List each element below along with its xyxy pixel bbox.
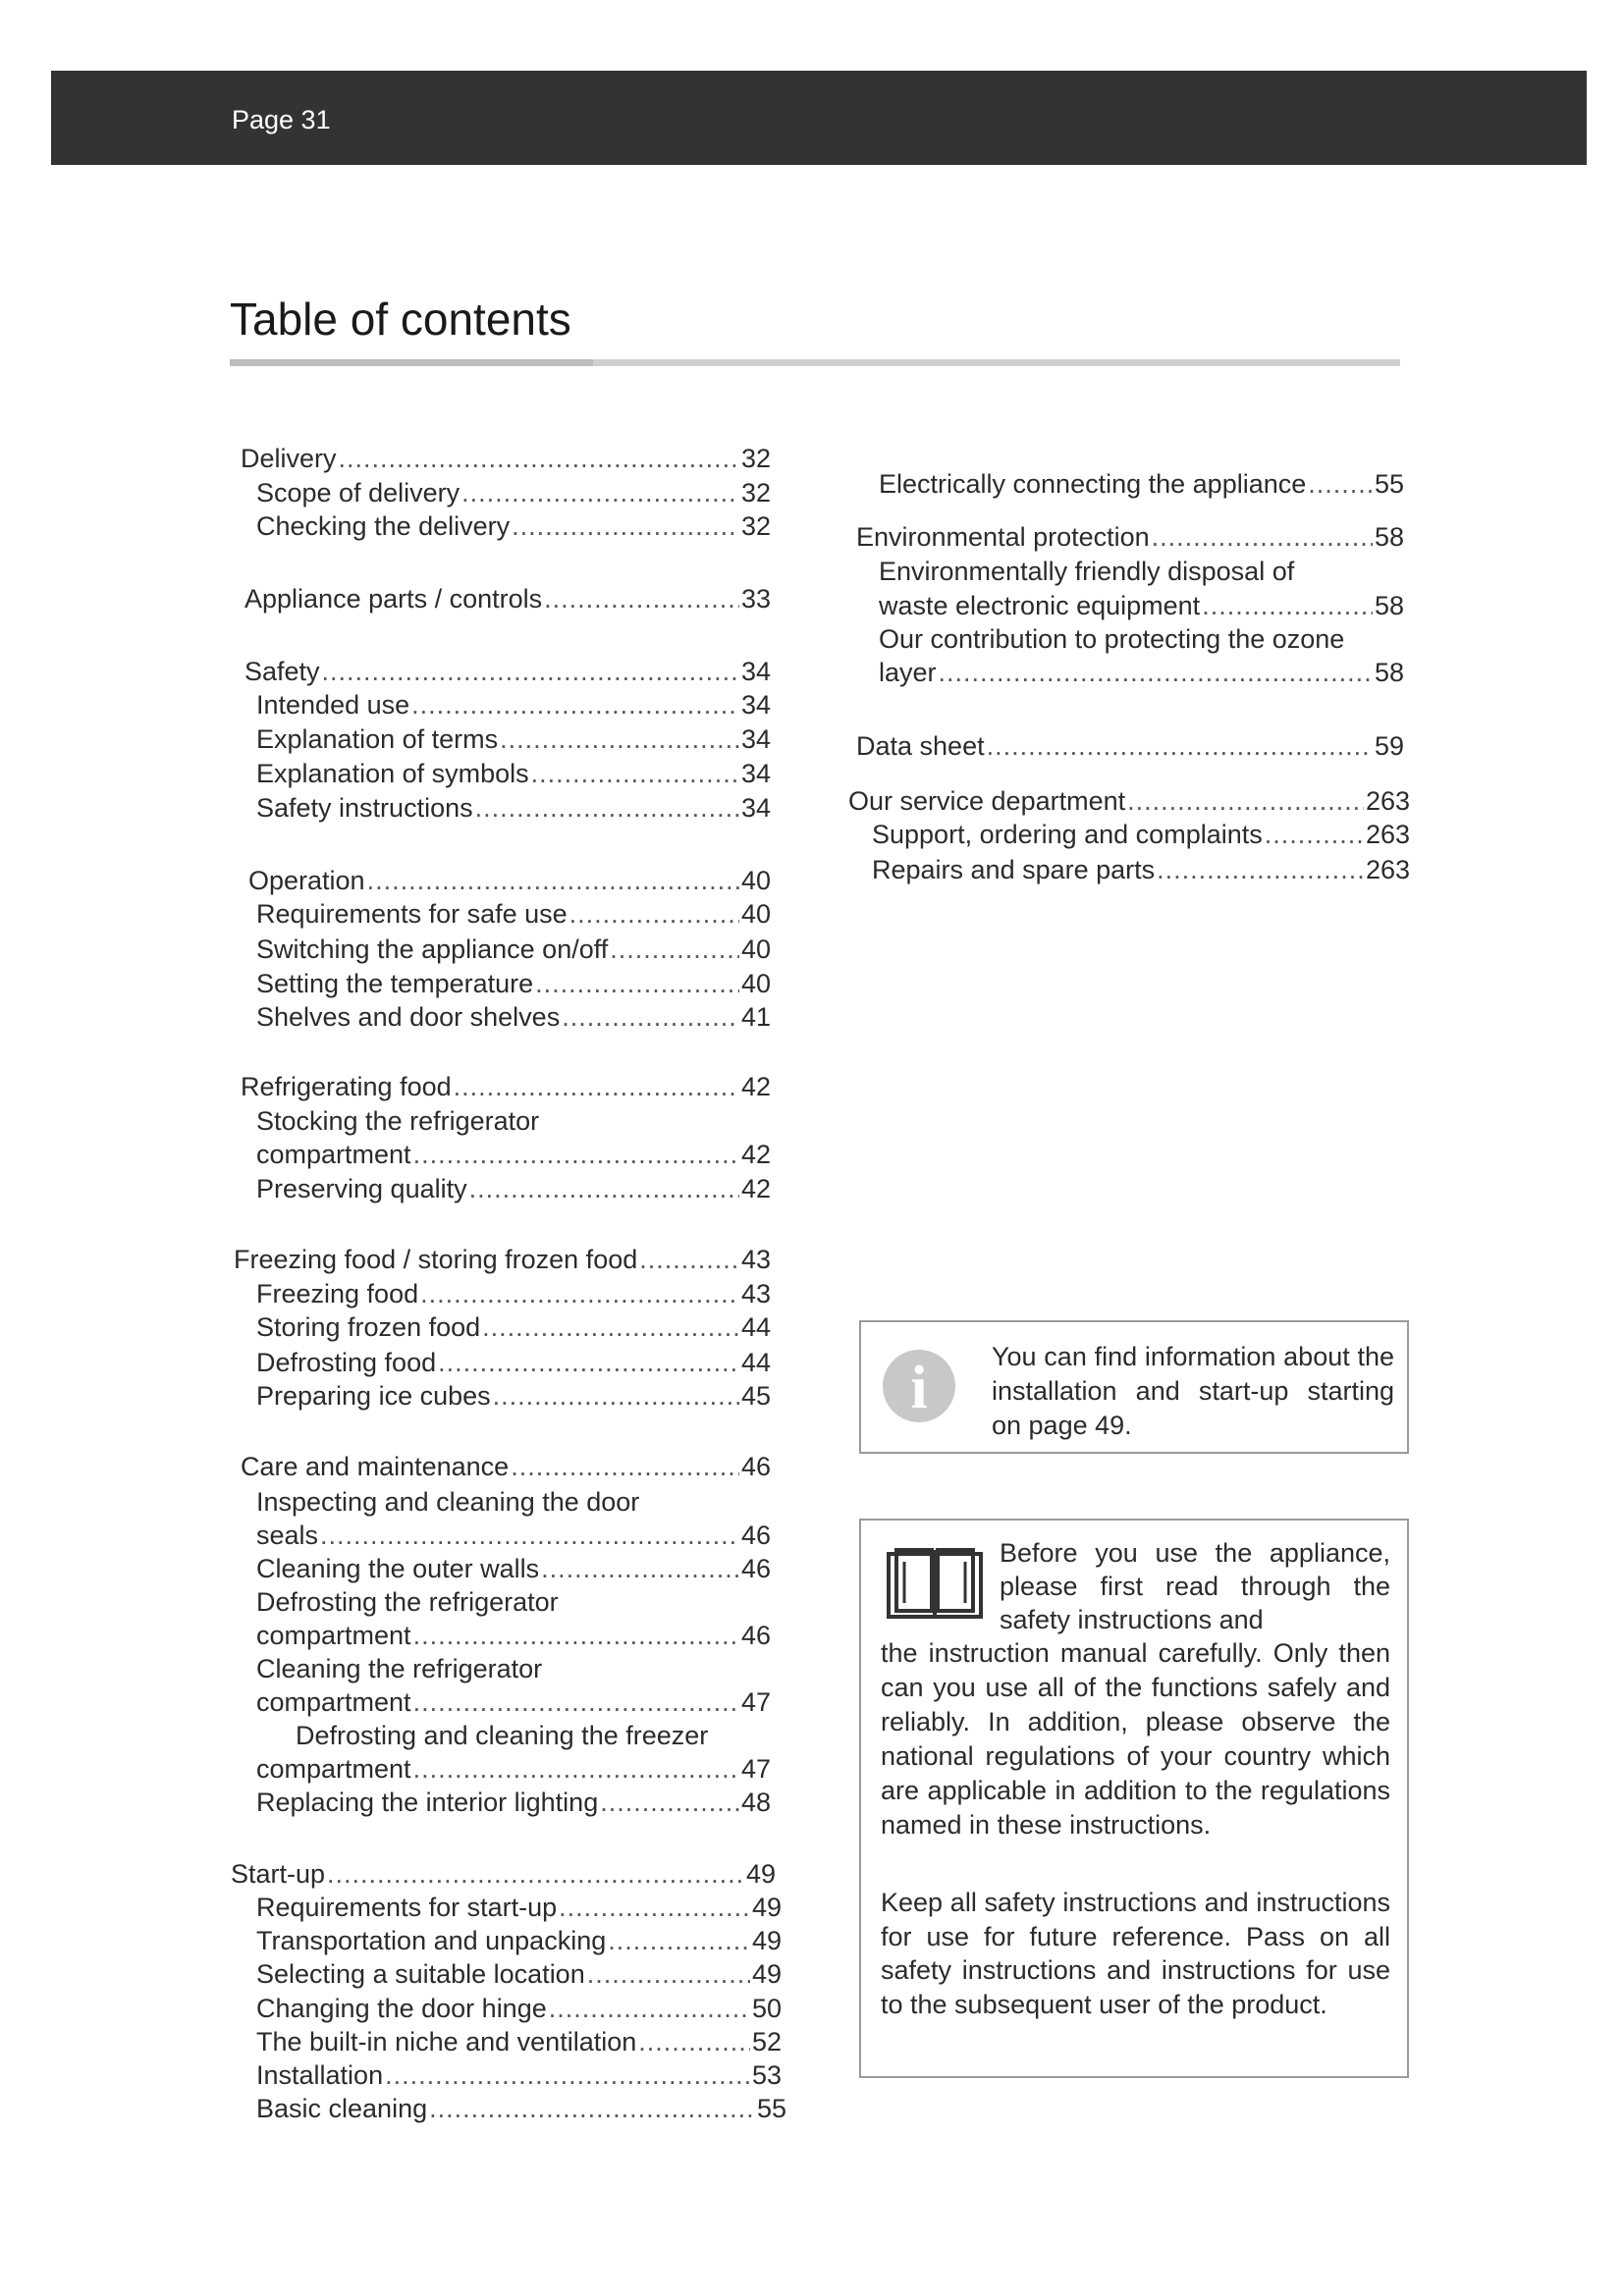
toc-label: Scope of delivery bbox=[256, 478, 460, 507]
toc-entry-location[interactable] bbox=[256, 1957, 782, 1991]
toc-entry-freezer-compartment[interactable] bbox=[256, 1752, 771, 1786]
toc-label: compartment bbox=[256, 1621, 411, 1650]
toc-entry-waste-electronic[interactable] bbox=[879, 589, 1404, 622]
toc-label: Safety bbox=[244, 657, 320, 686]
toc-entry-defrosting-compartment[interactable] bbox=[256, 1619, 771, 1652]
toc-label: Basic cleaning bbox=[256, 2094, 428, 2123]
toc-label: Transportation and unpacking bbox=[256, 1926, 607, 1955]
toc-entry-safety-instructions[interactable] bbox=[256, 791, 771, 825]
toc-page: 263 bbox=[1365, 855, 1410, 884]
toc-page: 40 bbox=[740, 934, 771, 964]
toc-page: 32 bbox=[740, 444, 771, 473]
toc-entry-requirements-start-up[interactable] bbox=[256, 1891, 782, 1924]
toc-page: 42 bbox=[740, 1072, 771, 1101]
toc-entry-stocking-refrigerator[interactable]: Stocking the refrigerator bbox=[256, 1106, 540, 1136]
toc-entry-switching-on-off[interactable] bbox=[256, 933, 771, 966]
toc-page: 49 bbox=[751, 1893, 782, 1922]
toc-page: 48 bbox=[740, 1788, 771, 1817]
toc-page: 42 bbox=[740, 1174, 771, 1203]
toc-entry-cleaning-compartment[interactable] bbox=[256, 1685, 771, 1719]
toc-entry-transportation[interactable] bbox=[256, 1924, 782, 1957]
toc-page: 46 bbox=[740, 1621, 771, 1650]
title-underline bbox=[230, 359, 1400, 366]
toc-entry-cleaning-refrigerator[interactable]: Cleaning the refrigerator bbox=[256, 1654, 543, 1683]
toc-label: compartment bbox=[256, 1140, 411, 1169]
toc-page: 55 bbox=[756, 2094, 786, 2123]
manual-intro-text: Before you use the appliance, please first read through the safety instructions and bbox=[1000, 1538, 1390, 1634]
toc-entry-support[interactable] bbox=[872, 818, 1410, 851]
toc-page: 34 bbox=[740, 759, 771, 788]
toc-entry-refrigerating-food[interactable] bbox=[241, 1070, 771, 1103]
toc-entry-freezing-storing[interactable] bbox=[234, 1243, 771, 1276]
toc-entry-outer-walls[interactable] bbox=[256, 1552, 771, 1585]
toc-label: Intended use bbox=[256, 690, 410, 720]
info-note-text: You can find information about the installation and start-up starting on page 49. bbox=[992, 1342, 1394, 1440]
toc-page: 49 bbox=[751, 1959, 782, 1989]
toc-page: 46 bbox=[740, 1521, 771, 1550]
toc-entry-shelves[interactable] bbox=[256, 1000, 771, 1034]
toc-label: Shelves and door shelves bbox=[256, 1002, 561, 1032]
toc-label: Switching the appliance on/off bbox=[256, 934, 609, 964]
toc-entry-operation[interactable] bbox=[248, 864, 771, 897]
toc-entry-data-sheet[interactable] bbox=[856, 729, 1404, 763]
toc-page: 49 bbox=[745, 1859, 776, 1889]
toc-label: Our service department bbox=[848, 786, 1126, 816]
toc-page: 34 bbox=[740, 657, 771, 686]
toc-entry-interior-lighting[interactable] bbox=[256, 1786, 771, 1819]
toc-label: compartment bbox=[256, 1754, 411, 1784]
toc-page: 34 bbox=[740, 724, 771, 754]
toc-page: 52 bbox=[751, 2027, 782, 2056]
toc-page: 50 bbox=[751, 1994, 782, 2023]
toc-page: 263 bbox=[1365, 820, 1410, 849]
toc-entry-ozone-layer[interactable] bbox=[879, 656, 1404, 689]
toc-page: 47 bbox=[740, 1687, 771, 1717]
toc-entry-service-department[interactable] bbox=[848, 784, 1410, 818]
toc-page: 40 bbox=[740, 866, 771, 895]
toc-label: compartment bbox=[256, 1687, 411, 1717]
toc-entry-defrosting-freezer[interactable]: Defrosting and cleaning the freezer bbox=[296, 1721, 709, 1750]
toc-entry-explanation-of-symbols[interactable] bbox=[256, 757, 771, 790]
toc-page: 42 bbox=[740, 1140, 771, 1169]
toc-entry-freezing-food[interactable] bbox=[256, 1277, 771, 1310]
toc-label: waste electronic equipment bbox=[879, 591, 1201, 620]
toc-label: Electrically connecting the appliance bbox=[879, 469, 1307, 499]
toc-label: Safety instructions bbox=[256, 793, 473, 823]
toc-entry-defrosting-refrigerator[interactable]: Defrosting the refrigerator bbox=[256, 1587, 559, 1617]
toc-label: layer bbox=[879, 658, 937, 687]
toc-page: 44 bbox=[740, 1312, 771, 1342]
toc-page: 44 bbox=[740, 1348, 771, 1377]
manual-body-text: the instruction manual carefully. Only then can you use all of the functions safely and reliably. In addition, please observe the national regulations of your country which are applicable in addition to the regulations named in these instructions. bbox=[881, 1638, 1390, 1840]
toc-entry-environmental-protection[interactable] bbox=[856, 520, 1404, 554]
toc-entry-care-maintenance[interactable] bbox=[241, 1450, 771, 1483]
toc-page: 40 bbox=[740, 969, 771, 998]
toc-page: 46 bbox=[740, 1554, 771, 1583]
toc-entry-start-up[interactable] bbox=[231, 1857, 776, 1891]
toc-label: Requirements for start-up bbox=[256, 1893, 558, 1922]
toc-label: Data sheet bbox=[856, 731, 985, 761]
toc-page: 47 bbox=[740, 1754, 771, 1784]
toc-page: 34 bbox=[740, 690, 771, 720]
toc-label: Environmental protection bbox=[856, 522, 1150, 552]
toc-label: Repairs and spare parts bbox=[872, 855, 1156, 884]
info-icon: i bbox=[883, 1350, 955, 1422]
toc-page: 32 bbox=[740, 478, 771, 507]
toc-label: Preserving quality bbox=[256, 1174, 467, 1203]
toc-page: 58 bbox=[1374, 658, 1404, 687]
toc-entry-explanation-of-terms[interactable] bbox=[256, 722, 771, 756]
manual-keep-text: Keep all safety instructions and instructions for use for future reference. Pass on all safety instructions and instructions for use to the subsequent user of the product. bbox=[881, 1888, 1390, 2019]
toc-label: Defrosting food bbox=[256, 1348, 437, 1377]
toc-entry-installation[interactable] bbox=[256, 2058, 782, 2092]
toc-label: Start-up bbox=[231, 1859, 326, 1889]
toc-entry-inspecting-door[interactable]: Inspecting and cleaning the door bbox=[256, 1487, 640, 1517]
toc-label: Explanation of terms bbox=[256, 724, 499, 754]
toc-page: 43 bbox=[740, 1245, 771, 1274]
manual-note-box bbox=[859, 1519, 1409, 2078]
toc-label: Operation bbox=[248, 866, 365, 895]
toc-entry-stocking-compartment[interactable] bbox=[256, 1138, 771, 1171]
toc-label: seals bbox=[256, 1521, 319, 1550]
toc-page: 55 bbox=[1374, 469, 1404, 499]
toc-entry-door-hinge[interactable] bbox=[256, 1992, 782, 2025]
page-title: Table of contents bbox=[230, 294, 571, 345]
toc-label: Selecting a suitable location bbox=[256, 1959, 585, 1989]
toc-page: 58 bbox=[1374, 591, 1404, 620]
toc-entry-ice-cubes[interactable] bbox=[256, 1379, 771, 1413]
toc-label: Setting the temperature bbox=[256, 969, 534, 998]
toc-label: Changing the door hinge bbox=[256, 1994, 547, 2023]
toc-entry-checking-the-delivery[interactable] bbox=[256, 509, 771, 543]
toc-page: 32 bbox=[740, 511, 771, 541]
toc-label: Freezing food bbox=[256, 1279, 419, 1308]
toc-label: Checking the delivery bbox=[256, 511, 511, 541]
toc-entry-ozone-contribution[interactable]: Our contribution to protecting the ozone bbox=[879, 624, 1345, 654]
toc-label: Care and maintenance bbox=[241, 1452, 510, 1481]
toc-page: 34 bbox=[740, 793, 771, 823]
toc-entry-preserving-quality[interactable] bbox=[256, 1172, 771, 1205]
toc-page: 263 bbox=[1365, 786, 1410, 816]
toc-entry-setting-temperature[interactable] bbox=[256, 967, 771, 1000]
toc-entry-door-seals[interactable] bbox=[256, 1519, 771, 1552]
toc-label: Installation bbox=[256, 2060, 384, 2090]
toc-label: Storing frozen food bbox=[256, 1312, 481, 1342]
toc-entry-storing-frozen-food[interactable] bbox=[256, 1310, 771, 1344]
page-header-bar bbox=[51, 71, 1587, 165]
toc-label: Freezing food / storing frozen food bbox=[234, 1245, 638, 1274]
info-note-box bbox=[859, 1320, 1409, 1454]
toc-entry-delivery[interactable] bbox=[241, 442, 771, 475]
toc-page: 49 bbox=[751, 1926, 782, 1955]
toc-page: 41 bbox=[740, 1002, 771, 1032]
toc-page: 59 bbox=[1374, 731, 1404, 761]
toc-label: Delivery bbox=[241, 444, 337, 473]
toc-entry-requirements-safe-use[interactable] bbox=[256, 897, 771, 931]
toc-page: 53 bbox=[751, 2060, 782, 2090]
toc-page: 45 bbox=[740, 1381, 771, 1411]
toc-page: 33 bbox=[740, 584, 771, 614]
toc-entry-appliance-parts[interactable] bbox=[244, 582, 771, 615]
toc-page: 58 bbox=[1374, 522, 1404, 552]
toc-label: Requirements for safe use bbox=[256, 899, 568, 929]
toc-entry-scope-of-delivery[interactable] bbox=[256, 476, 771, 509]
toc-entry-intended-use[interactable] bbox=[256, 688, 771, 721]
toc-page: 40 bbox=[740, 899, 771, 929]
toc-label: The built-in niche and ventilation bbox=[256, 2027, 637, 2056]
toc-label: Appliance parts / controls bbox=[244, 584, 543, 614]
toc-entry-safety[interactable] bbox=[244, 655, 771, 688]
toc-page: 43 bbox=[740, 1279, 771, 1308]
toc-label: Refrigerating food bbox=[241, 1072, 452, 1101]
toc-entry-electrically-connecting[interactable] bbox=[879, 467, 1404, 501]
toc-entry-repairs[interactable] bbox=[872, 853, 1410, 886]
toc-label: Explanation of symbols bbox=[256, 759, 529, 788]
toc-entry-basic-cleaning[interactable] bbox=[256, 2092, 786, 2125]
toc-entry-environmentally-friendly[interactable]: Environmentally friendly disposal of bbox=[879, 557, 1295, 586]
toc-entry-niche-ventilation[interactable] bbox=[256, 2025, 782, 2058]
toc-label: Replacing the interior lighting bbox=[256, 1788, 599, 1817]
toc-label: Cleaning the outer walls bbox=[256, 1554, 540, 1583]
toc-label: Preparing ice cubes bbox=[256, 1381, 491, 1411]
toc-label: Support, ordering and complaints bbox=[872, 820, 1263, 849]
page-number-label: Page 31 bbox=[232, 105, 331, 134]
toc-entry-defrosting-food[interactable] bbox=[256, 1346, 771, 1379]
book-icon bbox=[881, 1540, 989, 1623]
toc-page: 46 bbox=[740, 1452, 771, 1481]
